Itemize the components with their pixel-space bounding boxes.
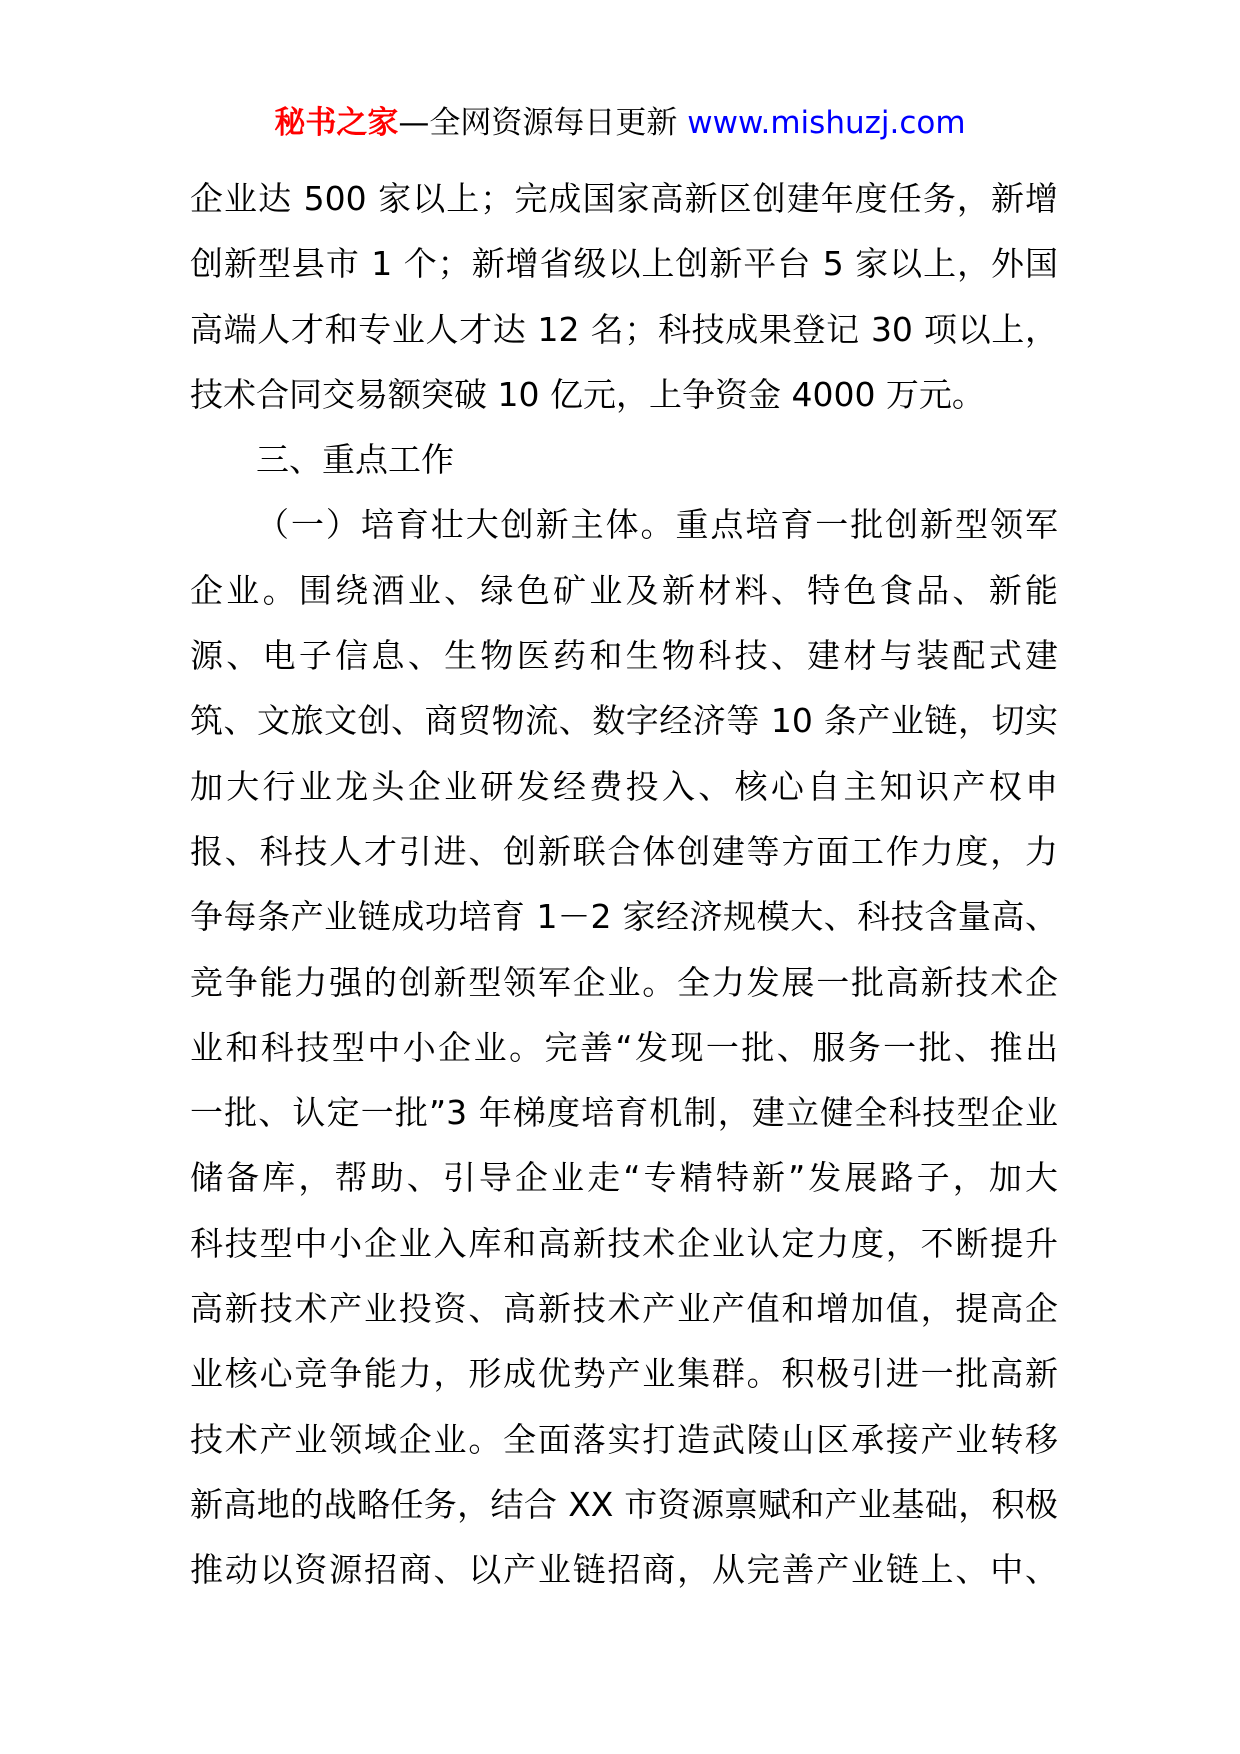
- page-header: [0, 101, 1240, 145]
- text-line: 加大行业龙头企业研发经费投入、核心自主知识产权申: [190, 766, 1058, 806]
- text-line: 科技型中小企业入库和高新技术企业认定力度，不断提升: [190, 1223, 1058, 1263]
- header-tagline: —全网资源每日更新: [398, 105, 688, 141]
- text-line: 争每条产业链成功培育 1－2 家经济规模大、科技含量高、: [190, 897, 1058, 937]
- text-line: 企业。围绕酒业、绿色矿业及新材料、特色食品、新能: [190, 570, 1058, 610]
- text-line: 企业达 500 家以上；完成国家高新区创建年度任务，新增: [190, 179, 1058, 218]
- header-brand: 秘书之家: [274, 105, 399, 141]
- text-line: 业核心竞争能力，形成优势产业集群。积极引进一批高新: [190, 1354, 1058, 1394]
- text-line: 推动以资源招商、以产业链招商，从完善产业链上、中、: [190, 1550, 1058, 1590]
- header-url-link[interactable]: www.mishuzj.com: [687, 105, 966, 141]
- text-line: 新高地的战略任务，结合 XX 市资源禀赋和产业基础，积极: [190, 1484, 1058, 1524]
- text-line: 业和科技型中小企业。完善“发现一批、服务一批、推出: [190, 1027, 1058, 1067]
- text-line: 竞争能力强的创新型领军企业。全力发展一批高新技术企: [190, 962, 1058, 1002]
- text-line: 创新型县市 1 个；新增省级以上创新平台 5 家以上，外国: [190, 244, 1058, 284]
- text-line: 技术产业领域企业。全面落实打造武陵山区承接产业转移: [190, 1419, 1058, 1459]
- text-line: 源、电子信息、生物医药和生物科技、建材与装配式建: [190, 636, 1058, 676]
- text-line: 高端人才和专业人才达 12 名；科技成果登记 30 项以上，: [190, 309, 1058, 349]
- text-line: 报、科技人才引进、创新联合体创建等方面工作力度，力: [190, 831, 1058, 871]
- document-body: [190, 166, 1058, 1603]
- text-line: 技术合同交易额突破 10 亿元，上争资金 4000 万元。: [190, 374, 985, 414]
- text-line: 储备库，帮助、引导企业走“专精特新”发展路子，加大: [190, 1158, 1058, 1198]
- subsection-heading-line: （一）培育壮大创新主体。重点培育一批创新型领军: [256, 505, 1058, 545]
- text-line: 筑、文旅文创、商贸物流、数字经济等 10 条产业链，切实: [190, 701, 1058, 741]
- text-line: 一批、认定一批”3 年梯度培育机制，建立健全科技型企业: [190, 1093, 1058, 1133]
- text-line: 高新技术产业投资、高新技术产业产值和增加值，提高企: [190, 1289, 1058, 1329]
- section-heading: 三、重点工作: [256, 440, 454, 480]
